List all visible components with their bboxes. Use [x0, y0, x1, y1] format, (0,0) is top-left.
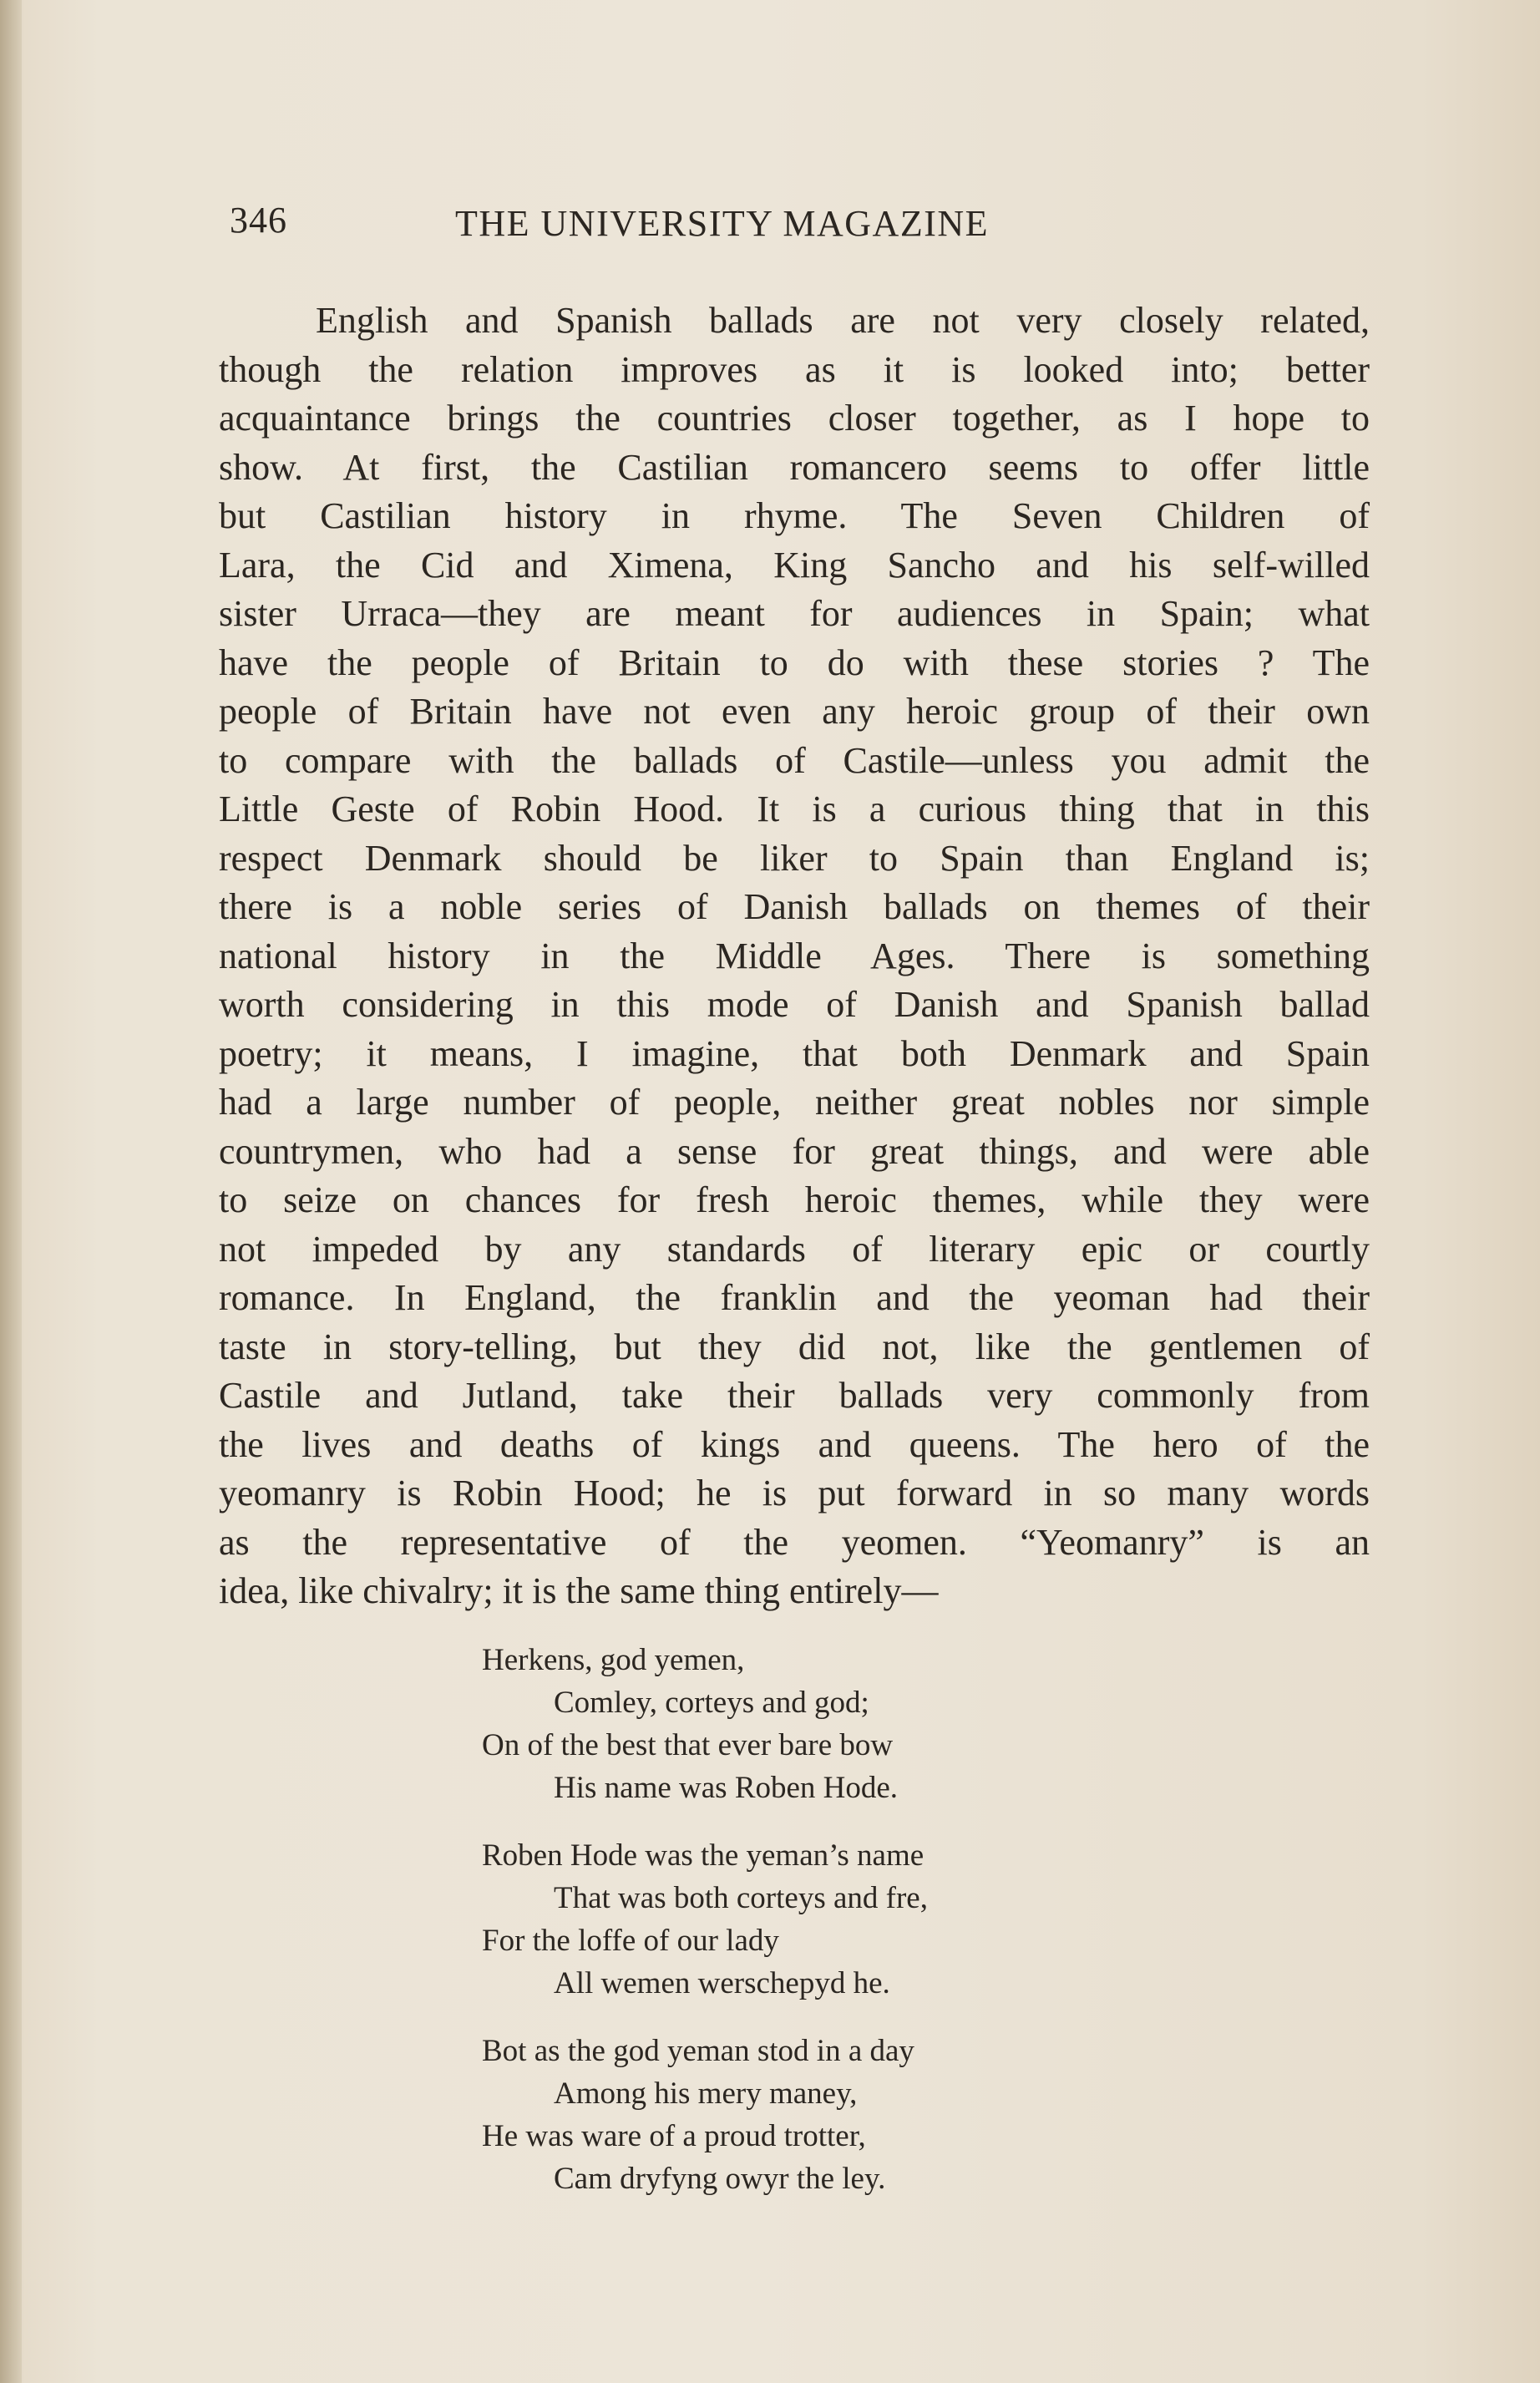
- verse-line: His name was Roben Hode.: [554, 1771, 899, 1805]
- verse-line: All wemen werschepyd he.: [554, 1966, 890, 2000]
- text-line: the lives and deaths of kings and queens. The hero of the: [219, 1423, 1370, 1465]
- text-line: romance. In England, the franklin and the yeoman had their: [219, 1277, 1370, 1318]
- verse-line: For the loffe of our lady: [482, 1924, 779, 1958]
- text-line: national history in the Middle Ages. There is something: [219, 935, 1370, 976]
- verse-line: Among his mery maney,: [554, 2076, 858, 2111]
- text-line: idea, like chivalry; it is the same thing entirely—: [219, 1570, 939, 1611]
- text-line: worth considering in this mode of Danish and Spanish ballad: [219, 984, 1370, 1025]
- text-line: countrymen, who had a sense for great things, and were able: [219, 1130, 1370, 1172]
- text-line: there is a noble series of Danish ballads on themes of their: [219, 886, 1370, 927]
- text-line: show. At first, the Castilian romancero seems to offer little: [219, 446, 1370, 488]
- text-line: not impeded by any standards of literary epic or courtly: [219, 1228, 1370, 1270]
- body-paragraph: [219, 297, 1370, 1616]
- verse-line: That was both corteys and fre,: [554, 1881, 928, 1915]
- verse-line: Comley, corteys and god;: [554, 1686, 869, 1720]
- text-line: respect Denmark should be liker to Spain than England is;: [219, 837, 1370, 879]
- text-line: people of Britain have not even any heroic group of their own: [219, 691, 1370, 732]
- text-line: Castile and Jutland, take their ballads very commonly from: [219, 1375, 1370, 1416]
- text-line: to compare with the ballads of Castile—unless you admit the: [219, 739, 1370, 781]
- stanza: [482, 2030, 1083, 2200]
- text-line: have the people of Britain to do with these stories ? The: [219, 641, 1370, 683]
- page-number: 346: [230, 200, 287, 241]
- verse-line: Roben Hode was the yeman’s name: [482, 1838, 925, 1873]
- verse-line: He was ware of a proud trotter,: [482, 2119, 866, 2153]
- text-line: though the relation improves as it is looked into; better: [219, 348, 1370, 390]
- text-line: English and Spanish ballads are not very closely related,: [316, 300, 1370, 341]
- verse-line: On of the best that ever bare bow: [482, 1728, 894, 1762]
- running-head: THE UNIVERSITY MAGAZINE: [455, 203, 990, 244]
- text-line: Little Geste of Robin Hood. It is a curious thing that in this: [219, 788, 1370, 829]
- text-line: acquaintance brings the countries closer together, as I hope to: [219, 398, 1370, 439]
- text-line: sister Urraca—they are meant for audiences in Spain; what: [219, 593, 1370, 634]
- page-header: [230, 199, 1073, 266]
- text-line: had a large number of people, neither great nobles nor simple: [219, 1082, 1370, 1123]
- ballad-quotation: [482, 1639, 1083, 2225]
- text-line: yeomanry is Robin Hood; he is put forward in so many words: [219, 1473, 1370, 1513]
- verse-line: Bot as the god yeman stod in a day: [482, 2034, 914, 2068]
- verse-line: Cam dryfyng owyr the ley.: [554, 2162, 886, 2196]
- stanza: [482, 1639, 1083, 1809]
- text-line: poetry; it means, I imagine, that both Denmark and Spain: [219, 1032, 1370, 1074]
- verse-line: Herkens, god yemen,: [482, 1643, 745, 1677]
- spine-shadow: [0, 0, 22, 2383]
- text-line: but Castilian history in rhyme. The Seven Children of: [219, 495, 1370, 536]
- text-line: taste in story-telling, but they did not, like the gentlemen of: [219, 1326, 1370, 1367]
- text-line: to seize on chances for fresh heroic themes, while they were: [219, 1179, 1370, 1220]
- text-line: Lara, the Cid and Ximena, King Sancho and his self-willed: [219, 544, 1370, 586]
- text-line: as the representative of the yeomen. “Yeomanry” is an: [219, 1521, 1370, 1563]
- stanza: [482, 1834, 1083, 2005]
